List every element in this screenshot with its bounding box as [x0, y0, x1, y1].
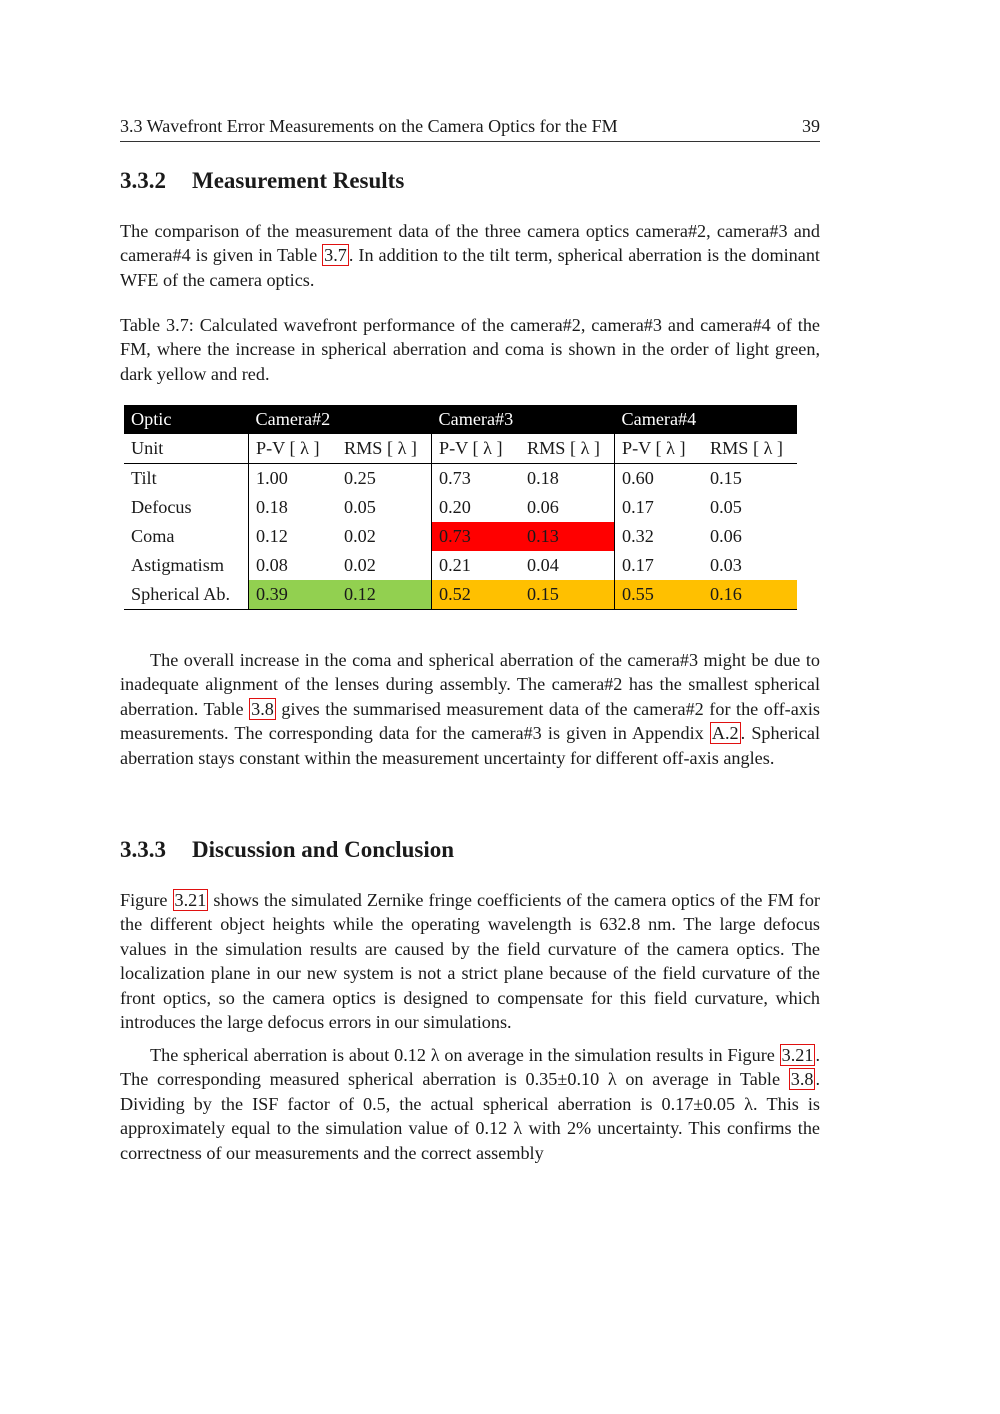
table-caption: Table 3.7: Calculated wavefront performance of the camera#2, camera#3 and camera#4 of the FM, where the increase in spherical aberration and coma is shown in the order of light green, dark yellow and red. [120, 315, 820, 384]
table-row [124, 522, 797, 551]
figure-ref-link[interactable]: 3.21 [781, 1045, 814, 1065]
text-run: The comparison of the measurement data of the three camera optics camera#2, camera#3 and camera#4 is given in Table [120, 221, 820, 266]
table-cell: 0.17 [615, 493, 704, 522]
section-heading-discussion [120, 837, 454, 863]
header-camera4: Camera#4 [615, 405, 798, 434]
text-run: . Spherical aberration stays constant within the measurement uncertainty for different off-axis angles. [120, 723, 821, 768]
section-heading-measurement-results [120, 168, 404, 194]
page-number: 39 [802, 116, 820, 136]
text-run: The spherical aberration is about 0.12 λ on average in the simulation results in Figure [150, 1045, 780, 1065]
paragraph-spherical [120, 1043, 820, 1165]
paragraph-zernike [120, 888, 820, 1034]
table-cell: 0.05 [344, 497, 376, 517]
table-cell-highlight-red: 0.73 [432, 522, 521, 551]
header-camera3: Camera#3 [432, 405, 615, 434]
unit-cell: P-V [ λ ] [432, 434, 521, 464]
table-cell-highlight-yellow: 0.52 [432, 580, 521, 610]
table-header-row [124, 405, 797, 434]
text-run: . The corresponding measured spherical aberration is 0.35±0.10 λ on average in Table [120, 1045, 820, 1090]
text-run: Figure [120, 890, 173, 910]
section-number: 3.3.2 [120, 168, 166, 193]
table-cell-highlight-yellow: 0.15 [520, 580, 615, 610]
table-cell: 0.32 [615, 522, 704, 551]
table-row [124, 580, 797, 610]
table-cell: 0.20 [432, 493, 521, 522]
appendix-ref-link[interactable]: A.2 [711, 723, 739, 744]
unit-cell: RMS [ λ ] [520, 434, 615, 464]
row-label: Coma [131, 526, 175, 546]
table-cell: 0.18 [249, 493, 338, 522]
table-cell-highlight-yellow: 0.55 [615, 580, 704, 610]
table-cell: 0.12 [249, 522, 338, 551]
table-cell-highlight-green: 0.39 [249, 580, 338, 610]
text-run: gives the summarised measurement data of the camera#2 for the off-axis measurements. The corresponding data for the camera#3 is given in Appendix [120, 698, 820, 744]
table-row [124, 464, 797, 494]
table-cell: 0.60 [615, 464, 704, 494]
figure-ref-link[interactable]: 3.21 [174, 890, 207, 910]
unit-cell: P-V [ λ ] [249, 434, 338, 464]
table-cell: 0.02 [344, 555, 376, 575]
table-cell: 0.06 [527, 497, 559, 517]
paragraph-comparison [120, 219, 820, 292]
unit-label: Unit [124, 434, 249, 464]
table-ref-link[interactable]: 3.8 [251, 698, 274, 719]
section-number: 3.3.3 [120, 837, 166, 862]
running-header [120, 114, 820, 142]
row-label: Astigmatism [131, 555, 224, 575]
table-cell: 0.02 [344, 526, 376, 546]
table-ref-link[interactable]: 3.8 [790, 1069, 814, 1090]
table-cell: 0.05 [710, 497, 742, 517]
header-camera2: Camera#2 [249, 405, 432, 434]
table-cell-highlight-green: 0.12 [337, 580, 432, 610]
table-cell: 0.21 [432, 551, 521, 580]
section-title: Discussion and Conclusion [192, 837, 455, 862]
wavefront-table [124, 405, 797, 610]
row-label: Defocus [131, 497, 192, 517]
table-cell: 0.25 [344, 468, 376, 488]
unit-cell: RMS [ λ ] [703, 434, 797, 464]
text-run: shows the simulated Zernike fringe coefficients of the camera optics of the FM for the different object heights while the operating wavelength is 632.8 nm. The large defocus values in the simulation results are caused by the field curvature of the camera optics. The localization plane in our new system is not a strict plane because of the field curvature of the front optics, so the camera optics is designed to compensate for this field curvature, which introduces the large defocus errors in our simulations. [120, 890, 820, 1033]
unit-cell: P-V [ λ ] [615, 434, 704, 464]
table-cell: 0.73 [432, 464, 521, 494]
text-run: . In addition to the tilt term, spherical aberration is the dominant WFE of the camera optics. [120, 245, 820, 290]
table-ref-link[interactable]: 3.7 [324, 245, 347, 266]
header-optic: Optic [124, 405, 249, 434]
table-cell: 0.17 [615, 551, 704, 580]
table-row [124, 493, 797, 522]
table-unit-row [124, 434, 797, 464]
unit-cell: RMS [ λ ] [337, 434, 432, 464]
row-label: Tilt [131, 468, 157, 488]
table-cell: 0.18 [527, 468, 559, 488]
table-cell: 1.00 [249, 464, 338, 494]
table-cell: 0.04 [527, 555, 559, 575]
text-run: . Dividing by the ISF factor of 0.5, the actual spherical aberration is 0.17±0.05 λ. This is approximately equal to the simulation value of 0.12 λ with 2% uncertainty. This confirms the correctness of our measurements and the correct assembly [120, 1069, 820, 1163]
table-cell-highlight-yellow: 0.16 [703, 580, 797, 610]
text-run: The overall increase in the coma and spherical aberration of the camera#3 might be due to inadequate alignment of the lenses during assembly. The camera#2 has the smallest spherical aberration. Table [120, 650, 820, 719]
table-row [124, 551, 797, 580]
table-cell: 0.06 [710, 526, 742, 546]
running-header-title: 3.3 Wavefront Error Measurements on the Camera Optics for the FM [120, 116, 618, 136]
table-cell: 0.15 [710, 468, 742, 488]
table-cell-highlight-red: 0.13 [520, 522, 615, 551]
paragraph-coma-increase [120, 648, 820, 770]
table-cell: 0.08 [249, 551, 338, 580]
table-cell: 0.03 [710, 555, 742, 575]
row-label: Spherical Ab. [124, 580, 249, 610]
section-title: Measurement Results [192, 168, 405, 193]
